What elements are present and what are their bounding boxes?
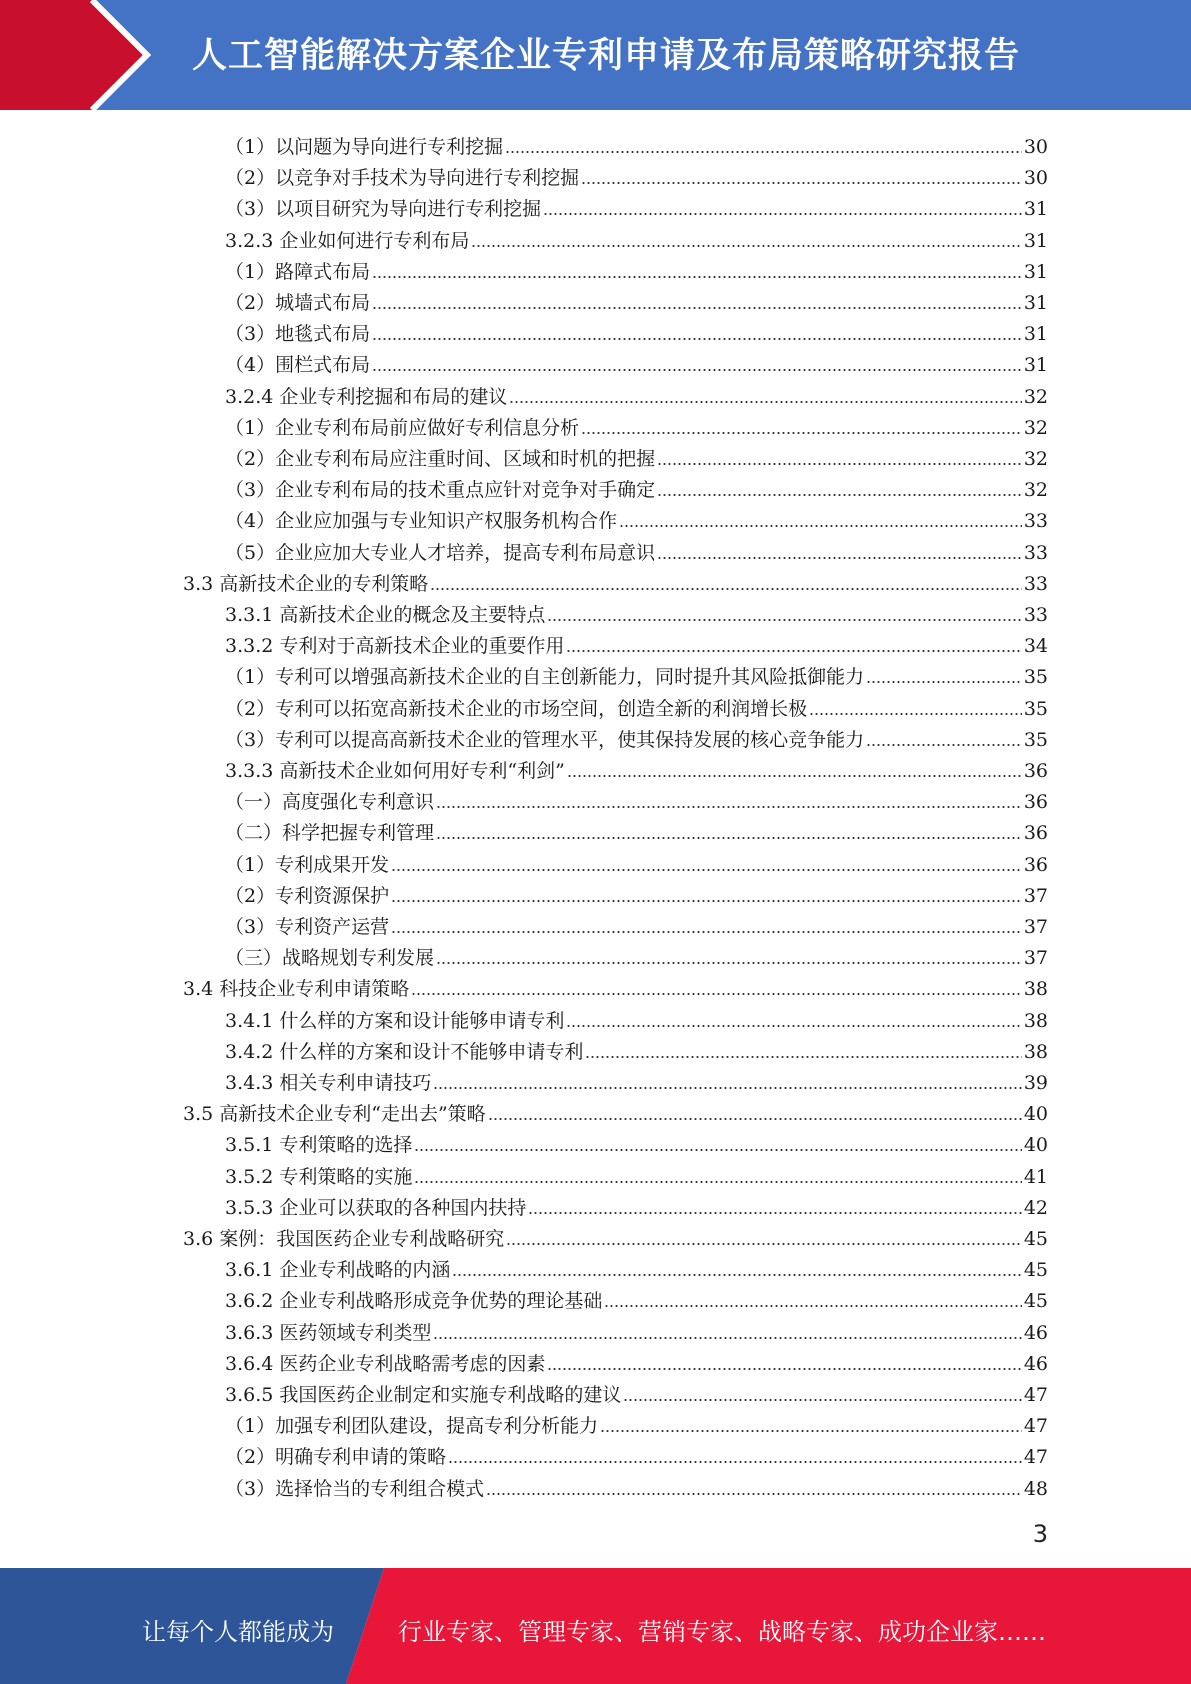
toc-entry-title: 3.6.3 医药领域专利类型	[225, 1321, 432, 1344]
toc-entry-page: 38	[1023, 1009, 1048, 1032]
toc-entry[interactable]	[225, 690, 1048, 721]
toc-entry[interactable]	[225, 222, 1048, 253]
dot-leader	[436, 961, 1022, 965]
toc-entry[interactable]	[225, 1189, 1048, 1220]
toc-entry[interactable]	[225, 1345, 1048, 1376]
toc-entry-title: 3.6.5 我国医药企业制定和实施专利战略的建议	[225, 1384, 622, 1406]
dot-leader	[566, 1024, 1021, 1028]
toc-entry[interactable]	[183, 565, 1048, 596]
toc-entry[interactable]	[183, 970, 1048, 1001]
dot-leader	[411, 992, 1022, 996]
toc-entry[interactable]	[225, 502, 1048, 533]
toc-entry[interactable]	[225, 877, 1048, 908]
dot-leader	[436, 805, 1022, 809]
dot-leader	[567, 774, 1022, 778]
toc-entry-page: 47	[1023, 1415, 1048, 1438]
toc-entry-page: 31	[1023, 260, 1048, 283]
toc-entry[interactable]	[225, 190, 1048, 221]
dot-leader	[505, 150, 1022, 154]
page-number: 3	[1032, 1520, 1048, 1548]
dot-leader	[543, 212, 1022, 216]
toc-entry-page: 47	[1023, 1384, 1048, 1406]
dot-leader	[414, 1148, 1021, 1152]
toc-entry-title: （1）专利成果开发	[225, 853, 390, 876]
toc-entry-title: （2）明确专利申请的策略	[225, 1446, 447, 1469]
toc-entry[interactable]	[225, 534, 1048, 565]
toc-entry-title: （4）企业应加强与专业知识产权服务机构合作	[225, 510, 618, 533]
toc-entry[interactable]	[225, 128, 1048, 159]
toc-entry-title: 3.6.1 企业专利战略的内涵	[225, 1259, 451, 1282]
toc-entry-page: 31	[1023, 198, 1048, 221]
toc-entry-title: （3）企业专利布局的技术重点应针对竞争对手确定	[225, 479, 656, 502]
toc-entry[interactable]	[225, 378, 1048, 409]
toc-entry-page: 41	[1023, 1165, 1048, 1188]
dot-leader	[809, 712, 1022, 716]
dot-leader	[372, 275, 1022, 279]
toc-entry[interactable]	[225, 440, 1048, 471]
toc-entry-title: （1）专利可以增强高新技术企业的自主创新能力，同时提升其风险抵御能力	[225, 666, 865, 689]
dot-leader	[623, 1398, 1021, 1402]
toc-entry-title: （1）企业专利布局前应做好专利信息分析	[225, 416, 580, 439]
toc-entry-page: 47	[1023, 1446, 1048, 1469]
dot-leader	[581, 431, 1022, 435]
dot-leader	[547, 1367, 1021, 1371]
dot-leader	[372, 337, 1022, 341]
dot-leader	[566, 649, 1021, 653]
toc-entry-title: （二）科学把握专利管理	[225, 822, 435, 845]
toc-entry-page: 39	[1023, 1072, 1048, 1094]
toc-entry-title: （3）选择恰当的专利组合模式	[225, 1477, 485, 1500]
toc-entry-page: 36	[1023, 791, 1048, 814]
toc-entry-title: 3.2.4 企业专利挖掘和布局的建议	[225, 385, 508, 408]
toc-entry-title: （3）地毯式布局	[225, 323, 371, 346]
toc-entry-title: （3）专利可以提高高新技术企业的管理水平，使其保持发展的核心竞争能力	[225, 728, 865, 751]
dot-leader	[391, 899, 1022, 903]
toc-entry[interactable]	[225, 814, 1048, 845]
toc-entry-page: 34	[1023, 635, 1048, 658]
dot-leader	[657, 493, 1022, 497]
toc-entry[interactable]	[225, 1126, 1048, 1157]
toc-entry-page: 42	[1023, 1196, 1048, 1219]
toc-entry-title: 3.4.1 什么样的方案和设计能够申请专利	[225, 1009, 565, 1032]
dot-leader	[657, 556, 1022, 560]
toc-entry-title: 3.3.1 高新技术企业的概念及主要特点	[225, 604, 546, 626]
toc-entry-page: 31	[1023, 354, 1048, 377]
toc-entry-page: 45	[1023, 1290, 1048, 1313]
dot-leader	[547, 618, 1021, 622]
dot-leader	[433, 1086, 1021, 1090]
toc-entry-title: 3.5.2 专利策略的实施	[225, 1165, 413, 1188]
footer-slogan-right: 行业专家、管理专家、营销专家、战略专家、成功企业家……	[398, 1618, 1046, 1646]
toc-entry[interactable]	[225, 1438, 1048, 1469]
toc-entry[interactable]	[225, 596, 1048, 627]
toc-entry-title: （2）专利资源保护	[225, 884, 390, 907]
toc-entry[interactable]	[225, 346, 1048, 377]
toc-entry-title: 3.5.1 专利策略的选择	[225, 1134, 413, 1157]
report-title: 人工智能解决方案企业专利申请及布局策略研究报告	[192, 36, 1021, 76]
dot-leader	[372, 368, 1022, 372]
toc-entry-page: 30	[1023, 136, 1048, 158]
toc-entry[interactable]	[225, 752, 1048, 783]
toc-entry-title: （一）高度强化专利意识	[225, 791, 435, 814]
toc-entry[interactable]	[225, 627, 1048, 658]
toc-entry[interactable]	[225, 253, 1048, 284]
toc-entry-page: 36	[1023, 760, 1048, 782]
toc-entry-page: 32	[1023, 385, 1048, 408]
toc-entry-page: 45	[1023, 1228, 1048, 1250]
toc-entry-title: （2）企业专利布局应注重时间、区域和时机的把握	[225, 448, 656, 470]
toc-entry-title: 3.3.3 高新技术企业如何用好专利“利剑”	[225, 760, 565, 782]
toc-entry-page: 32	[1023, 479, 1048, 502]
toc-entry-title: （2）城墙式布局	[225, 292, 371, 314]
toc-entry-title: 3.6 案例：我国医药企业专利战略研究	[183, 1228, 505, 1250]
toc-entry-title: 3.5.3 企业可以获取的各种国内扶持	[225, 1196, 527, 1219]
toc-entry-page: 31	[1023, 323, 1048, 346]
toc-entry-title: （4）围栏式布局	[225, 354, 371, 377]
toc-entry-page: 31	[1023, 229, 1048, 252]
toc-entry-title: （2）专利可以拓宽高新技术企业的市场空间，创造全新的利润增长极	[225, 697, 808, 720]
toc-entry-page: 37	[1023, 916, 1048, 938]
toc-entry[interactable]	[225, 159, 1048, 190]
dot-leader	[391, 930, 1022, 934]
toc-entry-title: （1）路障式布局	[225, 260, 371, 283]
toc-entry-page: 31	[1023, 292, 1048, 314]
toc-entry-page: 45	[1023, 1259, 1048, 1282]
toc-entry[interactable]	[225, 783, 1048, 814]
dot-leader	[509, 400, 1021, 404]
dot-leader	[506, 1242, 1022, 1246]
toc-entry[interactable]	[225, 284, 1048, 315]
toc-entry-title: 3.3.2 专利对于高新技术企业的重要作用	[225, 635, 565, 658]
dot-leader	[866, 743, 1022, 747]
dot-leader	[448, 1460, 1022, 1464]
dot-leader	[436, 836, 1022, 840]
toc-entry-page: 36	[1023, 853, 1048, 876]
toc-entry[interactable]	[225, 1002, 1048, 1033]
page-header	[0, 0, 1191, 110]
footer-slogan-left: 让每个人都能成为	[142, 1618, 334, 1646]
dot-leader	[486, 1492, 1022, 1496]
toc-entry[interactable]	[225, 409, 1048, 440]
page-footer	[0, 1568, 1191, 1684]
toc-entry-title: （3）以项目研究为导向进行专利挖掘	[225, 198, 542, 221]
dot-leader	[430, 587, 1022, 591]
dot-leader	[581, 181, 1022, 185]
dot-leader	[866, 680, 1022, 684]
toc-entry-title: 3.5 高新技术企业专利“走出去”策略	[183, 1103, 486, 1126]
toc-entry-page: 40	[1023, 1103, 1048, 1126]
toc-entry-title: 3.4.2 什么样的方案和设计不能够申请专利	[225, 1040, 584, 1063]
toc-entry-page: 35	[1023, 666, 1048, 689]
toc-entry-title: （2）以竞争对手技术为导向进行专利挖掘	[225, 167, 580, 190]
chevron-arrow-icon	[0, 0, 160, 110]
toc-entry-title: 3.6.2 企业专利战略形成竞争优势的理论基础	[225, 1290, 603, 1313]
toc-entry-title: （1）加强专利团队建设，提高专利分析能力	[225, 1415, 599, 1438]
dot-leader	[604, 1304, 1021, 1308]
toc-entry-title: （三）战略规划专利发展	[225, 947, 435, 970]
toc-entry[interactable]	[225, 1376, 1048, 1407]
toc-entry-title: 3.4.3 相关专利申请技巧	[225, 1072, 432, 1094]
toc-entry[interactable]	[225, 1158, 1048, 1189]
toc-entry-page: 30	[1023, 167, 1048, 190]
toc-entry[interactable]	[225, 1314, 1048, 1345]
toc-entry-page: 38	[1023, 1040, 1048, 1063]
dot-leader	[414, 1180, 1021, 1184]
toc-entry-page: 40	[1023, 1134, 1048, 1157]
toc-entry-page: 37	[1023, 884, 1048, 907]
toc-entry-page: 32	[1023, 448, 1048, 470]
toc-entry-page: 35	[1023, 697, 1048, 720]
toc-entry[interactable]	[225, 1407, 1048, 1438]
toc-entry[interactable]	[225, 721, 1048, 752]
toc-entry-page: 32	[1023, 416, 1048, 439]
toc-entry-page: 46	[1023, 1352, 1048, 1375]
dot-leader	[619, 524, 1022, 528]
toc-entry[interactable]	[225, 1251, 1048, 1282]
toc-entry-title: 3.6.4 医药企业专利战略需考虑的因素	[225, 1352, 546, 1375]
toc-entry[interactable]	[225, 471, 1048, 502]
dot-leader	[471, 244, 1021, 248]
toc-entry[interactable]	[225, 939, 1048, 970]
dot-leader	[585, 1055, 1021, 1059]
toc-entry[interactable]	[225, 1470, 1048, 1501]
toc-entry-page: 35	[1023, 728, 1048, 751]
toc-entry-title: 3.2.3 企业如何进行专利布局	[225, 229, 470, 252]
toc-entry-page: 46	[1023, 1321, 1048, 1344]
toc-entry-title: （3）专利资产运营	[225, 916, 390, 938]
toc-entry-title: 3.4 科技企业专利申请策略	[183, 978, 410, 1001]
dot-leader	[391, 868, 1022, 872]
toc-entry-page: 38	[1023, 978, 1048, 1001]
dot-leader	[433, 1336, 1021, 1340]
toc-entry-title: （1）以问题为导向进行专利挖掘	[225, 136, 504, 158]
dot-leader	[657, 462, 1022, 466]
toc-entry[interactable]	[225, 1282, 1048, 1313]
dot-leader	[452, 1273, 1021, 1277]
toc-entry-page: 36	[1023, 822, 1048, 845]
dot-leader	[488, 1117, 1022, 1121]
toc-entry-page: 37	[1023, 947, 1048, 970]
toc-entry[interactable]	[225, 846, 1048, 877]
toc-entry-title: （5）企业应加大专业人才培养，提高专利布局意识	[225, 541, 656, 564]
toc-entry[interactable]	[225, 1064, 1048, 1095]
toc-entry-page: 33	[1023, 604, 1048, 626]
toc-entry[interactable]	[225, 658, 1048, 689]
toc-entry[interactable]	[225, 908, 1048, 939]
toc-entry-title: 3.3 高新技术企业的专利策略	[183, 572, 429, 595]
dot-leader	[528, 1211, 1021, 1215]
toc-entry[interactable]	[225, 315, 1048, 346]
toc-entry[interactable]	[183, 1095, 1048, 1126]
dot-leader	[600, 1429, 1022, 1433]
dot-leader	[372, 306, 1022, 310]
toc-entry-page: 48	[1023, 1477, 1048, 1500]
toc-entry-page: 33	[1023, 510, 1048, 533]
toc-entry-page: 33	[1023, 541, 1048, 564]
toc-entry[interactable]	[225, 1033, 1048, 1064]
toc-entry-page: 33	[1023, 572, 1048, 595]
toc-entry[interactable]	[183, 1220, 1048, 1251]
